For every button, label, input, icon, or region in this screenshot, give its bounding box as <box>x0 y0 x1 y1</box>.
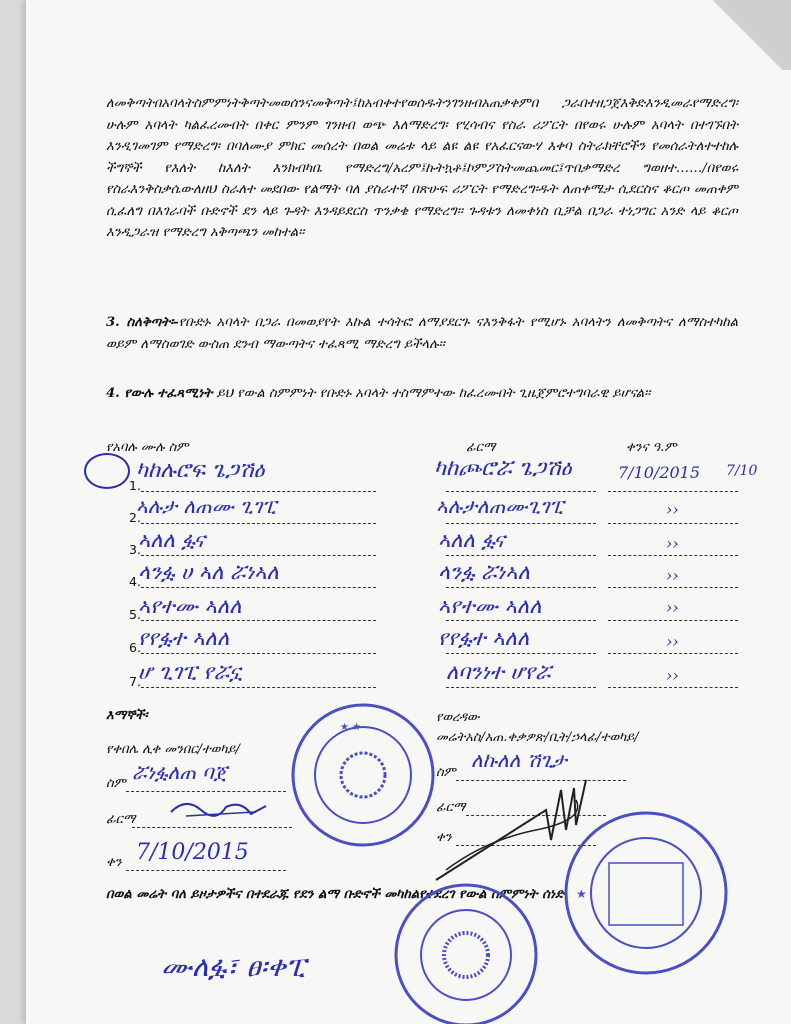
name-line <box>141 619 376 621</box>
row-number: 1. <box>129 478 141 493</box>
signature-line <box>446 490 596 492</box>
name-line <box>141 554 376 556</box>
left-date-label: ቀን <box>106 855 122 870</box>
signature-line <box>446 586 596 588</box>
group-stamp <box>391 880 541 1024</box>
row-number: 3. <box>129 542 141 557</box>
member-date: ›› <box>666 632 679 651</box>
member-signature: ኣየተሙ ኣለለ <box>438 594 542 618</box>
member-name-handwritten: ላንፏ ሀ ኣለ ሯነኣለ <box>138 560 279 584</box>
date-line <box>608 686 738 688</box>
member-signature: ላንፏ ሯነኣለ <box>438 560 530 584</box>
left-signature-scribble <box>166 792 276 826</box>
row-number: 2. <box>129 510 141 525</box>
member-signature: የየፏተ ኣለለ <box>438 626 530 650</box>
left-date-line <box>126 869 286 871</box>
right-signature-label: ፊርማ <box>436 800 466 815</box>
svg-text:★ ★: ★ ★ <box>340 722 362 733</box>
paragraph-3-text: የቡድኑ አባላት በጋራ በመወያየት እኩል ተሳትፎ ለማያደርጉ ናእንቅፋት የሚሆኑ አባላትን ለመቅጣትና ለማስተካከል ወይም ለማስወገድ ውስጠ ደንብ ማውጣትና ተፈጻሚ ማድረግ ይችላሉ፡፡ <box>106 315 738 352</box>
date-line <box>608 554 738 556</box>
margin-note: 7/10 <box>726 463 758 479</box>
witnesses-title: እማኞች፡ <box>106 708 148 723</box>
name-line <box>141 652 376 654</box>
member-date: ›› <box>666 666 679 685</box>
date-line <box>608 619 738 621</box>
col-header-date: ቀንና ዓ.ም <box>626 440 677 455</box>
row-number: 7. <box>129 674 141 689</box>
name-line <box>141 522 376 524</box>
page-corner-fold <box>701 0 791 70</box>
right-name-label: ስም <box>436 765 456 780</box>
row-number: 5. <box>129 607 141 622</box>
svg-text:★: ★ <box>576 887 587 901</box>
member-date: ›› <box>666 598 679 617</box>
woreda-role: መሬትአስ/አጠ.ቀቃዎጽ/ቢት/ኃላፊ/ተወካይ/ <box>436 730 639 745</box>
woreda-title: የወረዳው <box>436 710 480 725</box>
member-signature: ለባንነተ ሆየሯ <box>446 660 551 684</box>
date-line <box>608 586 738 588</box>
paragraph-4-text: ይህ የውል ስምምነት የቡድኑ አባላት ተስማምተው ከፈረሙበት ጊዜጀምሮተግባራዊ ይሆናል፡፡ <box>216 386 651 401</box>
date-line <box>608 490 738 492</box>
circle-mark <box>84 453 130 489</box>
col-header-name: የአባሉ ሙሉ ስም <box>106 440 189 455</box>
left-witness-name: ሯነፏለጠ ባጀ <box>132 760 228 784</box>
paragraph-intro: ለመቅጣትበአባላትስምምነትቅጣትመወሰንናመቅጣት፤ከአብቀተየወሰዱትንገንዘብአጠቃቀምበ ጋራበተዘጋጀእቅድእንዲመራየማድረግ፡ሁሉም አባላት ካልፈረሙበት በቀር ምንም ገንዘብ ወጭ እለማድረግ፡ የሂሳብና የስራ ሪፖርት በየወሩ ሁሉም አባላት በተገኙበት እንዲገመገም የማድረግ፡ በባለሙያ ምክር መሰረት በወል መሬቱ ላይ ልዩ ልዩ የአፈርናውሃ እቀባ ስትራክቸሮችን የመሰራትለተተከሉ ችግኞች የእለት ከእለት እንክብካቤ የማድረግ/አረም፤ኩትኳቶ፤ኮምፖስትመጨመር፤ጥበቃማድረ ግወዘተ……/በየወሩ የስራእንቅስቃሴውለዘህ ስራለተ መደበው የልማት ባለ ያስራተኛ በጽሁፍ ሪፖርት የማድረግ፡ዱት ለጠቀሜታ ሲደርስና ቆርጦ መጠቀም ሲፈለግ በእገራባች ቡድኖች ደን ላይ ጉዳት እንዳይደርስ ጥንቃቄ የማድረግ፡፡ ጉዳቱን ለመቀነስ ቢቻል በጋራ ተነጋግር አንድ ላይ ቆርጦ እንዲጋራዝ የማድረግ አቅጣጫን መከተል፡፡ <box>106 96 738 240</box>
paragraph-3 <box>106 312 738 355</box>
right-witness-name: ለኩለለ ሽጊታ <box>471 748 567 772</box>
member-name-handwritten: ኣሉታ ለጠሙ ጊገፒ <box>136 494 277 518</box>
member-name-handwritten: ኣየተሙ ኣለለ <box>138 594 242 618</box>
row-number: 6. <box>129 640 141 655</box>
signature-line <box>446 686 596 688</box>
member-name-handwritten: ኣለለ ፏና <box>138 528 205 552</box>
member-date: ›› <box>666 534 679 553</box>
member-name-handwritten: ሆ ጊገፒ የሯኗ <box>138 660 243 684</box>
name-line <box>141 586 376 588</box>
right-date-label: ቀን <box>436 830 452 845</box>
member-name-handwritten: የየፏተ ኣለለ <box>138 626 230 650</box>
document-page <box>26 0 791 1024</box>
member-signature: ኣሉታለጠሙጊገፒ <box>436 494 564 518</box>
member-date: 7/10/2015 <box>618 463 701 482</box>
name-line <box>141 686 376 688</box>
date-line <box>608 652 738 654</box>
signature-line <box>446 619 596 621</box>
woreda-stamp <box>561 808 731 978</box>
member-signature: ኣለለ ፏና <box>438 528 505 552</box>
signature-line <box>446 522 596 524</box>
footer-handwritten-note: ሙለፏ፣ ፀ፡ቀፒ <box>161 950 306 983</box>
left-witness-date: 7/10/2015 <box>136 840 249 865</box>
row-number: 4. <box>129 574 141 589</box>
kebele-chair-role: የቀበሌ ሊቀ መንበር/ተወካይ/ <box>106 742 240 757</box>
date-line <box>608 522 738 524</box>
left-signature-label: ፊርማ <box>106 812 136 827</box>
member-date: ›› <box>666 566 679 585</box>
member-date: ›› <box>666 500 679 519</box>
member-name-handwritten: ካከሉሮፍ ጌጋሽዕ <box>136 458 265 483</box>
paragraph-3-label: 3. ስለቅጣት፡- <box>106 315 179 330</box>
member-signature: ካከጮሮሯ ጌጋሽዕ <box>434 456 572 481</box>
paragraph-4-label: 4. የውሉ ተፈጻሚነት <box>106 386 213 401</box>
paragraph-4 <box>106 383 738 405</box>
signature-line <box>446 652 596 654</box>
footer-heading: በወል መሬት ባለ ይዞታዎችና በተደራጁ የደን ልማ ቡድኖች መካከልየተደረገ የውል ስምምነት ሰነድ <box>106 887 565 902</box>
left-name-label: ስም <box>106 776 126 791</box>
kebele-stamp <box>288 700 438 850</box>
left-signature-line <box>132 826 292 828</box>
signature-line <box>446 554 596 556</box>
name-line <box>141 490 376 492</box>
col-header-signature: ፊርማ <box>466 440 496 455</box>
